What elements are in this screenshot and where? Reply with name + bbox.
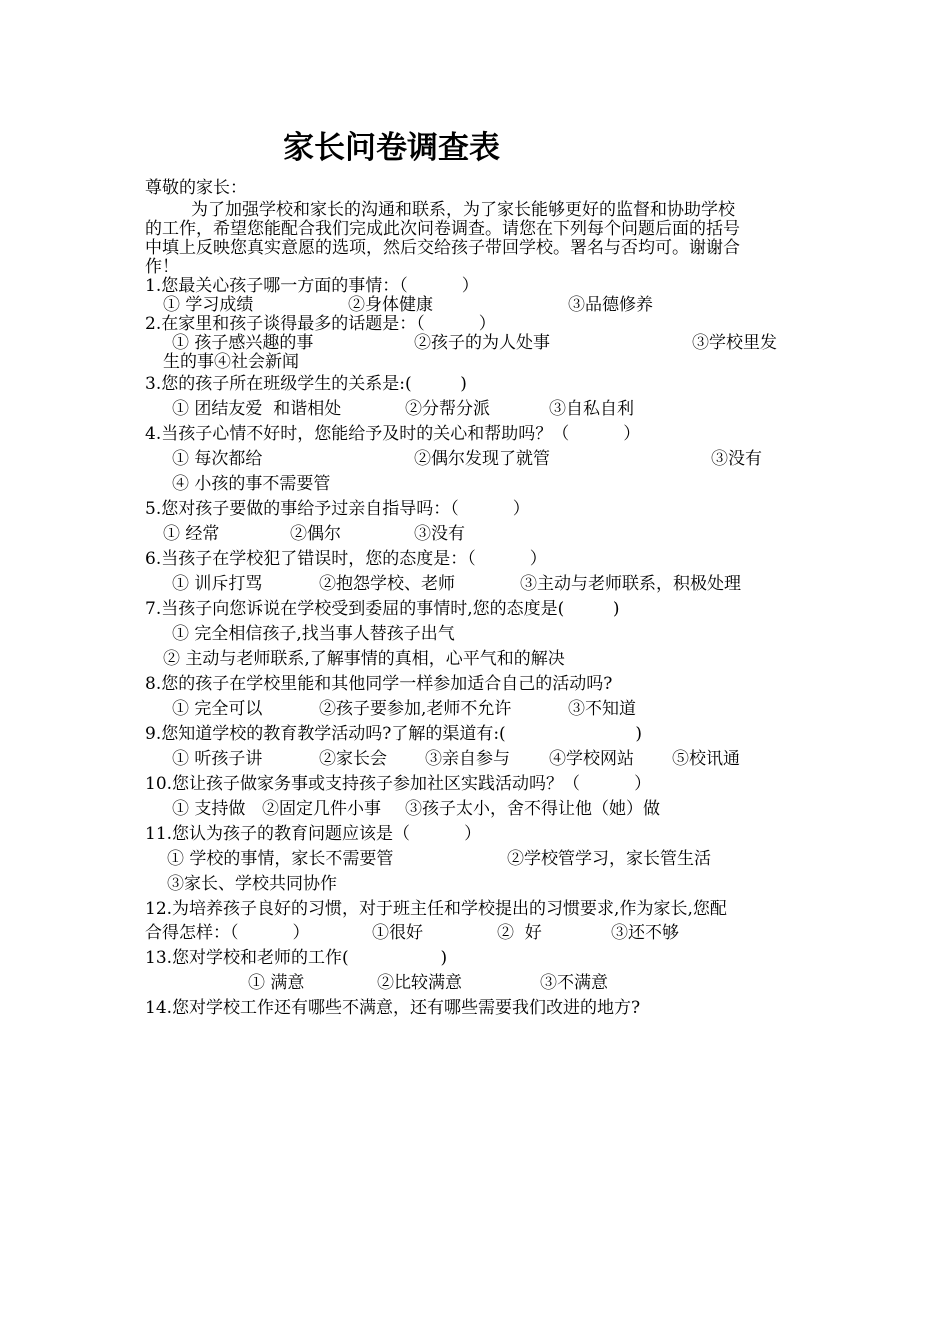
intro-line: 的工作，希望您能配合我们完成此次问卷调查。请您在下列每个问题后面的括号	[145, 219, 740, 239]
page-title: 家长问卷调查表	[283, 130, 500, 166]
option: ① 完全相信孩子,找当事人替孩子出气	[172, 624, 455, 644]
question-9: 9.您知道学校的教育教学活动吗?了解的渠道有:( )	[145, 724, 643, 744]
option: ③亲自参与	[425, 749, 510, 769]
option: ③学校里发	[692, 333, 777, 353]
intro-line: 中填上反映您真实意愿的选项，然后交给孩子带回学校。署名与否均可。谢谢合	[145, 238, 740, 258]
option: ②家长会	[319, 749, 387, 769]
option: ① 学习成绩	[163, 295, 254, 315]
option: ③自私自利	[549, 399, 634, 419]
question-1: 1.您最关心孩子哪一方面的事情：（ ）	[145, 276, 479, 296]
option: ① 团结友爱 和谐相处	[172, 399, 342, 419]
question-10: 10.您让孩子做家务事或支持孩子参加社区实践活动吗？（ ）	[145, 774, 652, 794]
option: ③孩子太小，舍不得让他（她）做	[405, 799, 660, 819]
option: ①很好	[372, 923, 423, 943]
option: ④学校网站	[549, 749, 634, 769]
option: ③主动与老师联系，积极处理	[520, 574, 741, 594]
option: ②身体健康	[348, 295, 433, 315]
option: ① 完全可以	[172, 699, 263, 719]
option: ① 满意	[248, 973, 305, 993]
intro-line: 为了加强学校和家长的沟通和联系，为了家长能够更好的监督和协助学校	[191, 200, 735, 220]
option: ① 孩子感兴趣的事	[172, 333, 314, 353]
option: ②固定几件小事	[262, 799, 381, 819]
question-13: 13.您对学校和老师的工作( )	[145, 948, 448, 968]
option: ① 支持做	[172, 799, 246, 819]
option: ②偶尔	[290, 524, 341, 544]
option: ②分帮分派	[405, 399, 490, 419]
question-2: 2.在家里和孩子谈得最多的话题是：（ ）	[145, 314, 496, 334]
option: ① 学校的事情，家长不需要管	[167, 849, 394, 869]
question-12: 12.为培养孩子良好的习惯，对于班主任和学校提出的习惯要求,作为家长,您配	[145, 899, 727, 919]
option-continuation: ④ 小孩的事不需要管	[172, 474, 331, 494]
question-11: 11.您认为孩子的教育问题应该是（ ）	[145, 824, 482, 844]
option: ⑤校讯通	[672, 749, 740, 769]
option: ① 经常	[163, 524, 220, 544]
option: ②比较满意	[377, 973, 462, 993]
option: ③不知道	[568, 699, 636, 719]
question-14: 14.您对学校工作还有哪些不满意，还有哪些需要我们改进的地方?	[145, 998, 641, 1018]
option: ① 训斥打骂	[172, 574, 263, 594]
option: ① 每次都给	[172, 449, 263, 469]
option: ②抱怨学校、老师	[319, 574, 455, 594]
question-continuation: 合得怎样：（ ）	[145, 923, 310, 943]
option: ②孩子要参加,老师不允许	[319, 699, 512, 719]
option: ②学校管学习，家长管生活	[507, 849, 711, 869]
question-5: 5.您对孩子要做的事给予过亲自指导吗：（ ）	[145, 499, 530, 519]
option: ② 好	[497, 923, 542, 943]
question-3: 3.您的孩子所在班级学生的关系是:( )	[145, 374, 467, 394]
option: ③没有	[711, 449, 762, 469]
option: ②孩子的为人处事	[414, 333, 550, 353]
question-4: 4.当孩子心情不好时，您能给予及时的关心和帮助吗？（ ）	[145, 424, 641, 444]
option: ③没有	[414, 524, 465, 544]
question-8: 8.您的孩子在学校里能和其他同学一样参加适合自己的活动吗?	[145, 674, 613, 694]
option: ②偶尔发现了就管	[414, 449, 550, 469]
question-7: 7.当孩子向您诉说在学校受到委屈的事情时,您的态度是( )	[145, 599, 620, 619]
option-continuation: ② 主动与老师联系,了解事情的真相，心平气和的解决	[163, 649, 565, 669]
intro-line: 作！	[145, 257, 179, 277]
option: ③还不够	[611, 923, 679, 943]
greeting: 尊敬的家长：	[145, 178, 247, 198]
question-6: 6.当孩子在学校犯了错误时，您的态度是：（ ）	[145, 549, 547, 569]
option: ③品德修养	[568, 295, 653, 315]
option-continuation: 生的事④社会新闻	[163, 352, 299, 372]
option: ① 听孩子讲	[172, 749, 263, 769]
option-continuation: ③家长、学校共同协作	[167, 874, 337, 894]
option: ③不满意	[540, 973, 608, 993]
